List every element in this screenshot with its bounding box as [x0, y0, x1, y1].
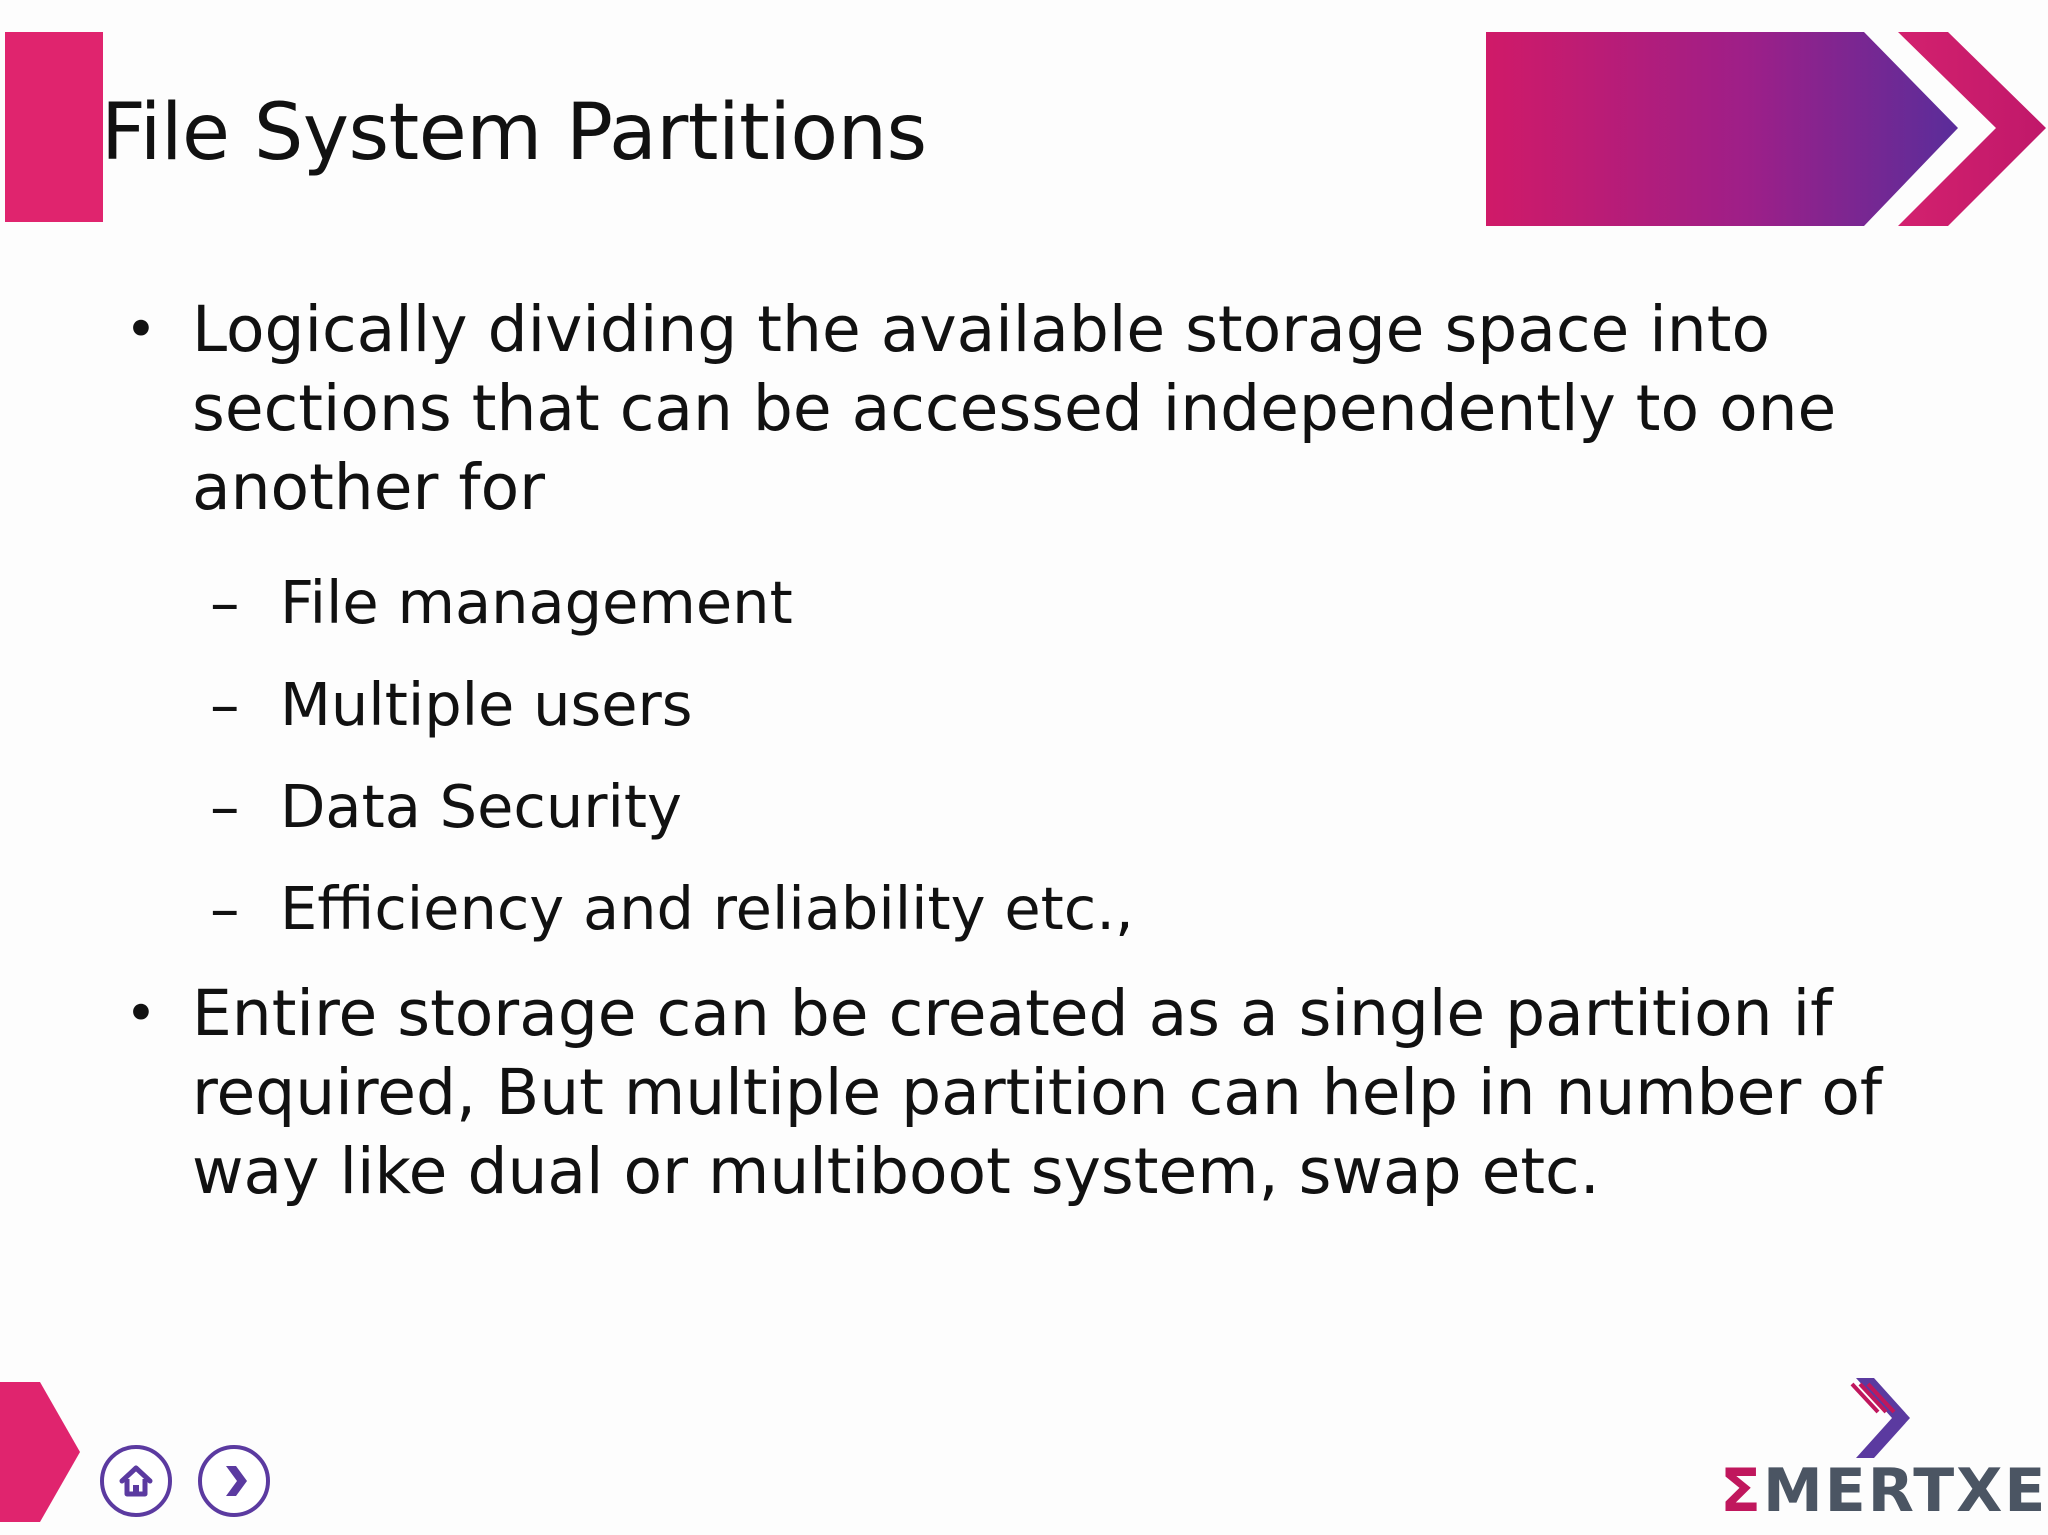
slide-title: File System Partitions	[101, 88, 927, 178]
logo-chevron-icon	[1830, 1378, 1950, 1468]
slide-content	[120, 290, 1920, 1211]
home-icon	[116, 1461, 156, 1501]
sub-bullet-text: Data Security	[280, 772, 682, 841]
emertxe-logo	[1720, 1378, 2048, 1526]
bullet-text: Logically dividing the available storage space into sections that can be accessed independently to one another for	[192, 293, 1837, 524]
sub-bullet-list	[120, 552, 1920, 960]
bullet-text: Entire storage can be created as a single partition if required, But multiple partition can help in number of way like dual or multiboot system, swap etc.	[192, 977, 1883, 1208]
sub-bullet-dash: –	[210, 670, 240, 739]
sub-bullet-item	[120, 858, 1920, 960]
sub-bullet-dash: –	[210, 874, 240, 943]
logo-text: MERTXE	[1763, 1456, 2048, 1526]
sub-bullet-text: File management	[280, 568, 793, 637]
bullet-dot: •	[125, 982, 157, 1045]
logo-sigma: Σ	[1720, 1456, 1763, 1526]
chevron-right-icon	[214, 1461, 254, 1501]
sub-bullet-item	[120, 552, 1920, 654]
bullet-item	[120, 290, 1912, 527]
logo-wordmark	[1720, 1456, 2047, 1526]
title-accent-bar	[5, 32, 103, 222]
side-nav-tab	[0, 1382, 80, 1522]
bullet-dot: •	[125, 298, 157, 361]
header-chevron-banner	[1486, 32, 2048, 230]
sub-bullet-dash: –	[210, 772, 240, 841]
sub-bullet-text: Multiple users	[280, 670, 693, 739]
sub-bullet-item	[120, 756, 1920, 858]
bullet-item	[120, 974, 1952, 1211]
sub-bullet-text: Efficiency and reliability etc.,	[280, 874, 1134, 943]
sub-bullet-dash: –	[210, 568, 240, 637]
sub-bullet-item	[120, 654, 1920, 756]
home-button[interactable]	[100, 1445, 172, 1517]
next-button[interactable]	[198, 1445, 270, 1517]
